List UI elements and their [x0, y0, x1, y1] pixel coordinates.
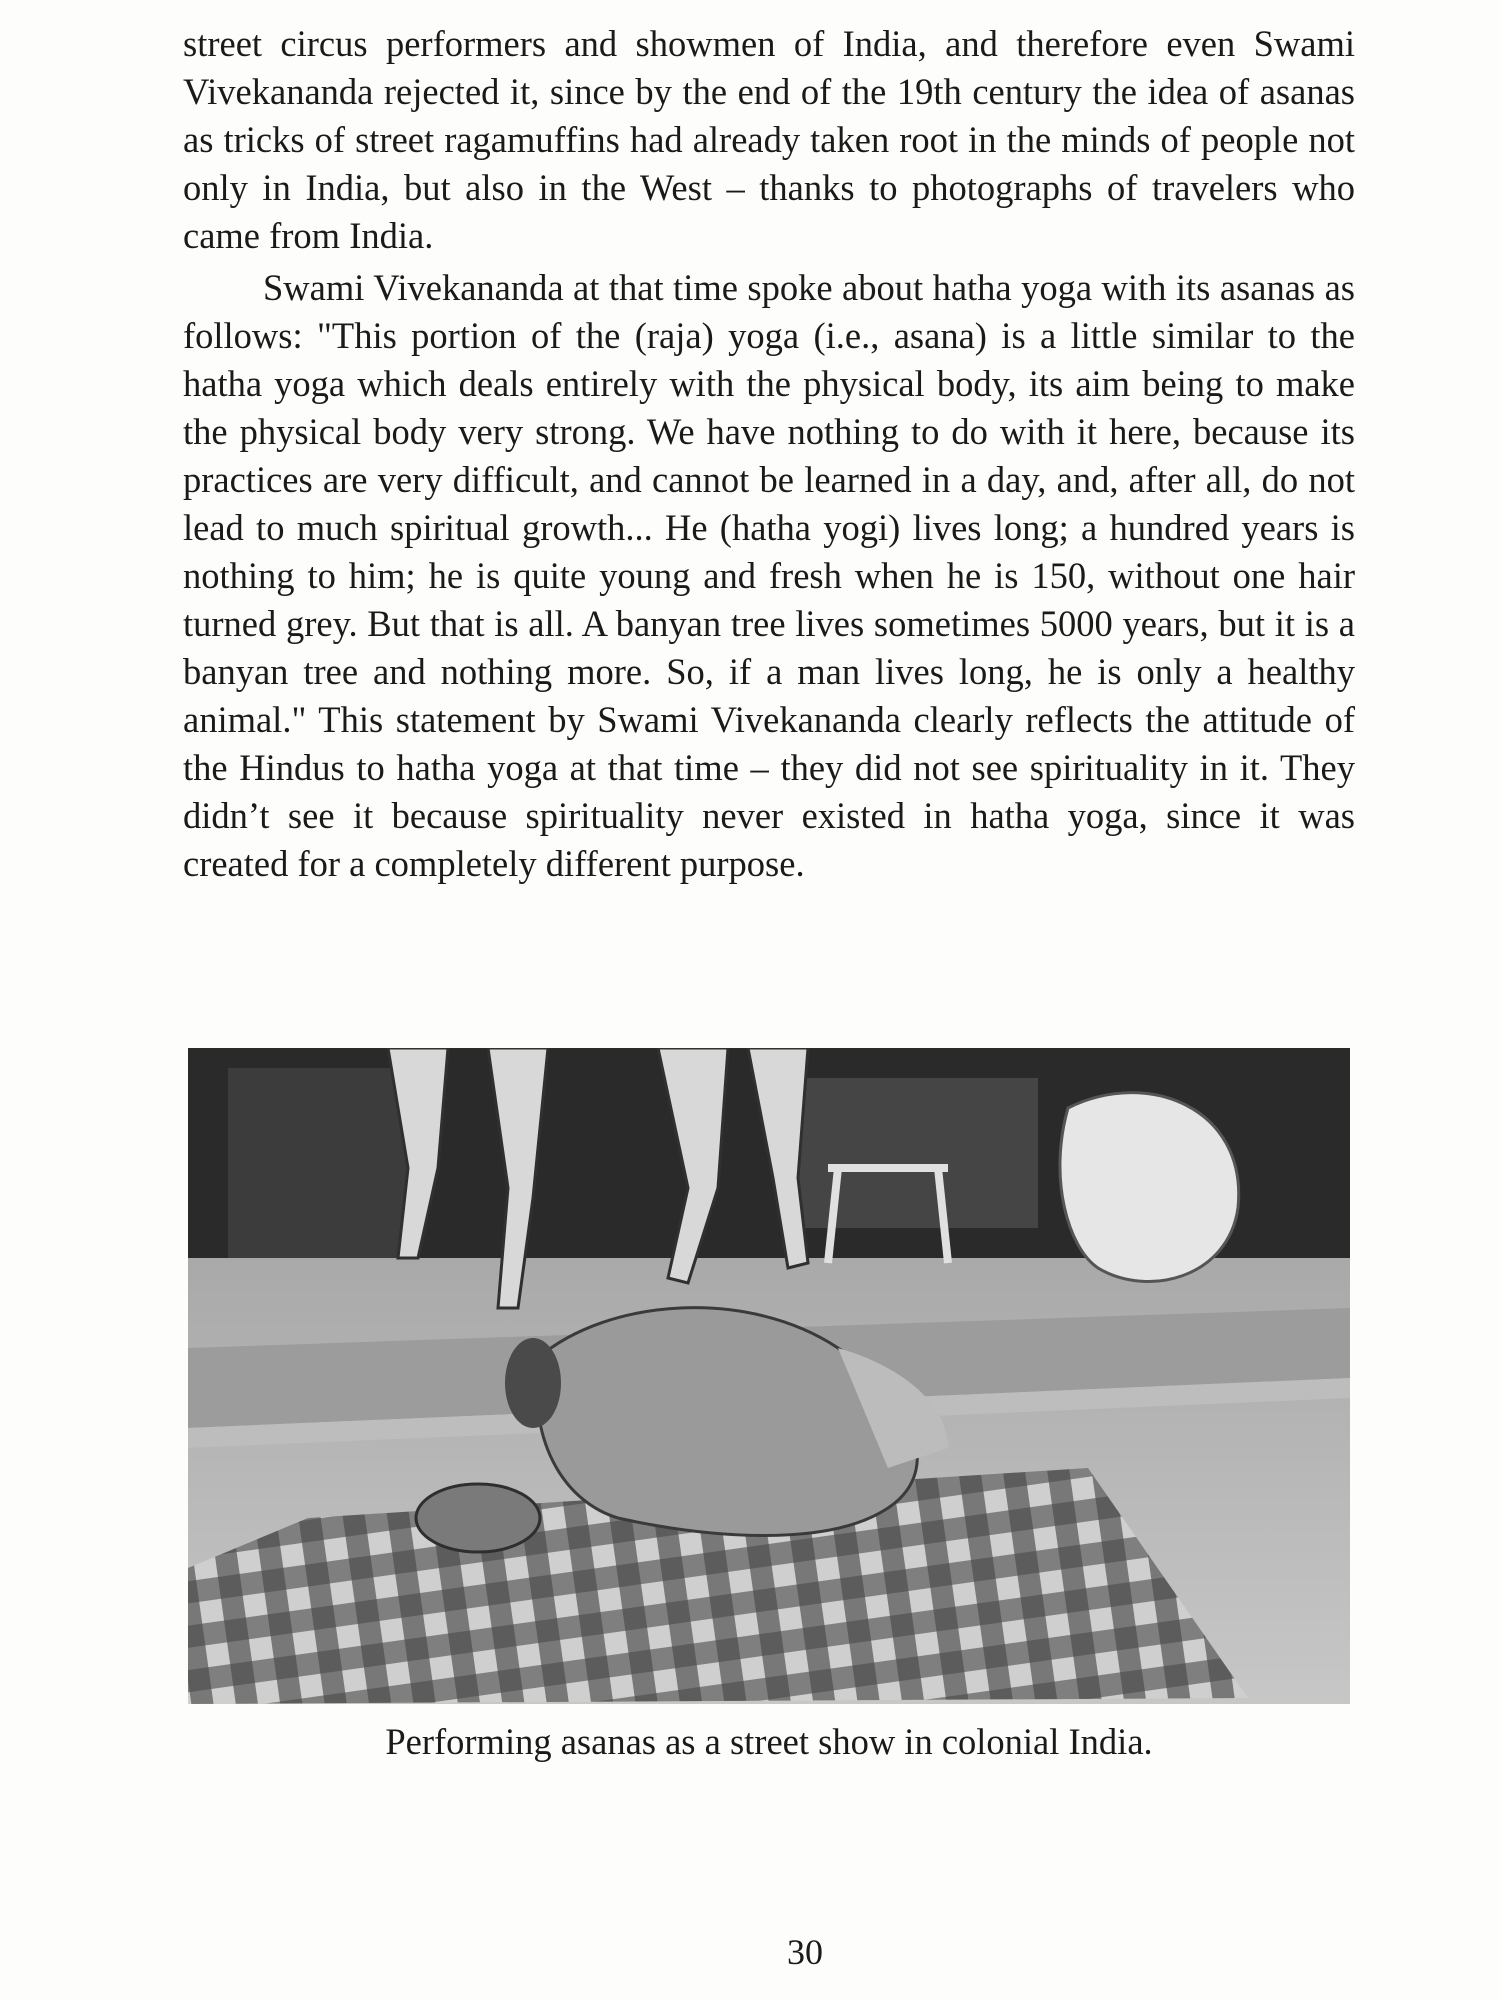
paragraph-2: Swami Vivekananda at that time spoke about hatha yoga with its asanas as follows: "This portion of the (raja) yoga (i.e., asana) is a little similar to the hatha yoga which deals entirely with the physical body, its aim being to make the physical body very strong. We have nothing to do with it here, because its practices are very difficult, and cannot be learned in a day, and, after all, do not lead to much spiritual growth... He (hatha yogi) lives long; a hundred years is nothing to him; he is quite young and fresh when he is 150, without one hair turned grey. But that is all. A banyan tree lives sometimes 5000 years, but it is a banyan tree and nothing more. So, if a man lives long, he is only a healthy animal." This statement by Swami Vivekananda clearly reflects the attitude of the Hindus to hatha yoga at that time – they did not see spirituality in it. They didn’t see it because spirituality never existed in hatha yoga, since it was created for a completely different purpose.: [183, 267, 1355, 884]
street-show-photograph: [188, 1048, 1350, 1704]
paragraph-1: street circus performers and showmen of India, and therefore even Swami Vivekananda rejected it, since by the end of the 19th century the idea of asanas as tricks of street ragamuffins had already taken root in the minds of people not only in India, but also in the West – thanks to photographs of travelers who came from India.: [183, 23, 1355, 256]
body-text: [183, 20, 1355, 888]
figure-caption: Performing asanas as a street show in colonial India.: [385, 1721, 1153, 1762]
page-number: 30: [787, 1932, 823, 1972]
